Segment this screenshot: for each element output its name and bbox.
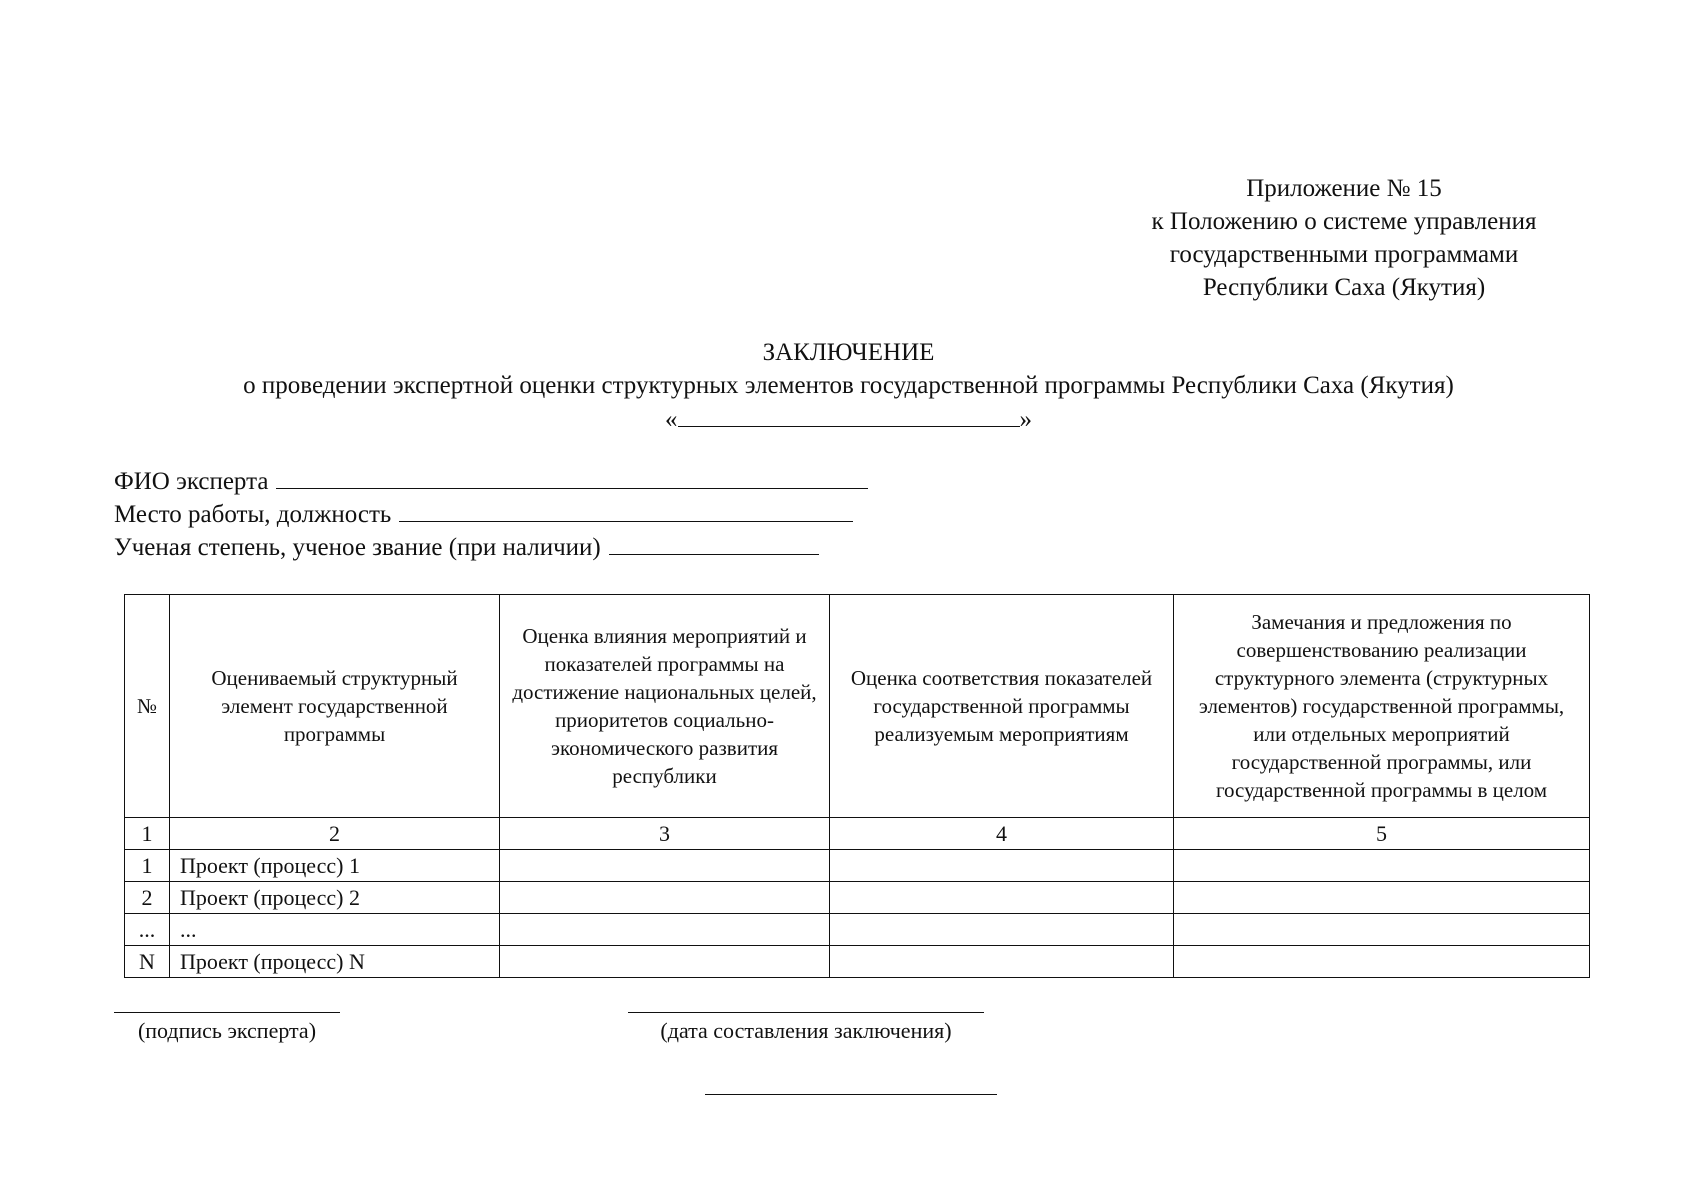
expert-info	[114, 465, 868, 564]
appendix-reference-region: Республики Саха (Якутия)	[1202, 274, 1486, 301]
program-name-field[interactable]	[678, 402, 1020, 427]
expert-signature-line[interactable]	[114, 1012, 340, 1013]
quote-close: »	[1019, 406, 1032, 433]
expert-work-row	[114, 498, 868, 531]
appendix-header	[1109, 172, 1579, 304]
column-header-remarks: Замечания и предложения по совершенствованию реализации структурного элемента (структурных элементов) государственной программы, или отдельных мероприятий государственной программы, или государственной программы в целом	[1174, 595, 1590, 818]
column-number: 2	[170, 818, 500, 850]
row-element: Проект (процесс) 2	[170, 882, 500, 914]
column-header-compliance: Оценка соответствия показателей государственной программы реализуемым мероприятиям	[830, 595, 1174, 818]
date-caption: (дата составления заключения)	[660, 1018, 952, 1043]
compliance-cell[interactable]	[830, 882, 1174, 914]
compliance-cell[interactable]	[830, 850, 1174, 882]
expert-signature-caption: (подпись эксперта)	[137, 1018, 317, 1043]
row-element: ...	[170, 914, 500, 946]
footer-divider	[705, 1094, 997, 1095]
appendix-reference: к Положению о системе управления	[1151, 208, 1537, 235]
table-row	[125, 914, 1590, 946]
row-number: 1	[125, 850, 170, 882]
date-line[interactable]	[628, 1012, 984, 1013]
expert-name-row	[114, 465, 868, 498]
expert-work-label: Место работы, должность	[114, 501, 392, 528]
expert-signature-block	[114, 1012, 340, 1045]
compliance-cell[interactable]	[830, 946, 1174, 978]
table-row	[125, 882, 1590, 914]
row-element: Проект (процесс) N	[170, 946, 500, 978]
row-number: N	[125, 946, 170, 978]
document-title-block	[0, 336, 1697, 436]
column-header-element: Оцениваемый структурный элемент государственной программы	[170, 595, 500, 818]
expert-name-field[interactable]	[276, 466, 868, 489]
column-header-number: №	[125, 595, 170, 818]
impact-cell[interactable]	[500, 850, 830, 882]
remarks-cell[interactable]	[1174, 914, 1590, 946]
table-row	[125, 946, 1590, 978]
remarks-cell[interactable]	[1174, 882, 1590, 914]
expert-degree-field[interactable]	[609, 532, 819, 555]
program-name-line	[0, 402, 1697, 436]
document-subtitle: о проведении экспертной оценки структурных элементов государственной программы Республики Саха (Якутия)	[243, 372, 1454, 399]
column-number: 3	[500, 818, 830, 850]
quote-open: «	[665, 406, 678, 433]
expert-degree-label: Ученая степень, ученое звание (при наличии)	[114, 534, 601, 561]
row-number: 2	[125, 882, 170, 914]
expert-name-label: ФИО эксперта	[114, 468, 269, 495]
remarks-cell[interactable]	[1174, 850, 1590, 882]
appendix-reference-cont: государственными программами	[1169, 241, 1519, 268]
expert-degree-row	[114, 531, 868, 564]
impact-cell[interactable]	[500, 914, 830, 946]
expert-work-field[interactable]	[399, 499, 853, 522]
compliance-cell[interactable]	[830, 914, 1174, 946]
column-number: 4	[830, 818, 1174, 850]
impact-cell[interactable]	[500, 882, 830, 914]
row-number: ...	[125, 914, 170, 946]
table-row	[125, 850, 1590, 882]
row-element: Проект (процесс) 1	[170, 850, 500, 882]
table-header-row	[125, 595, 1590, 818]
assessment-table	[124, 594, 1590, 978]
column-number: 1	[125, 818, 170, 850]
impact-cell[interactable]	[500, 946, 830, 978]
appendix-number: Приложение № 15	[1246, 175, 1442, 202]
column-number-row	[125, 818, 1590, 850]
column-header-impact: Оценка влияния мероприятий и показателей программы на достижение национальных целей, приоритетов социально-экономического развития республики	[500, 595, 830, 818]
remarks-cell[interactable]	[1174, 946, 1590, 978]
column-number: 5	[1174, 818, 1590, 850]
document-heading: ЗАКЛЮЧЕНИЕ	[762, 339, 935, 366]
date-block	[628, 1012, 984, 1045]
